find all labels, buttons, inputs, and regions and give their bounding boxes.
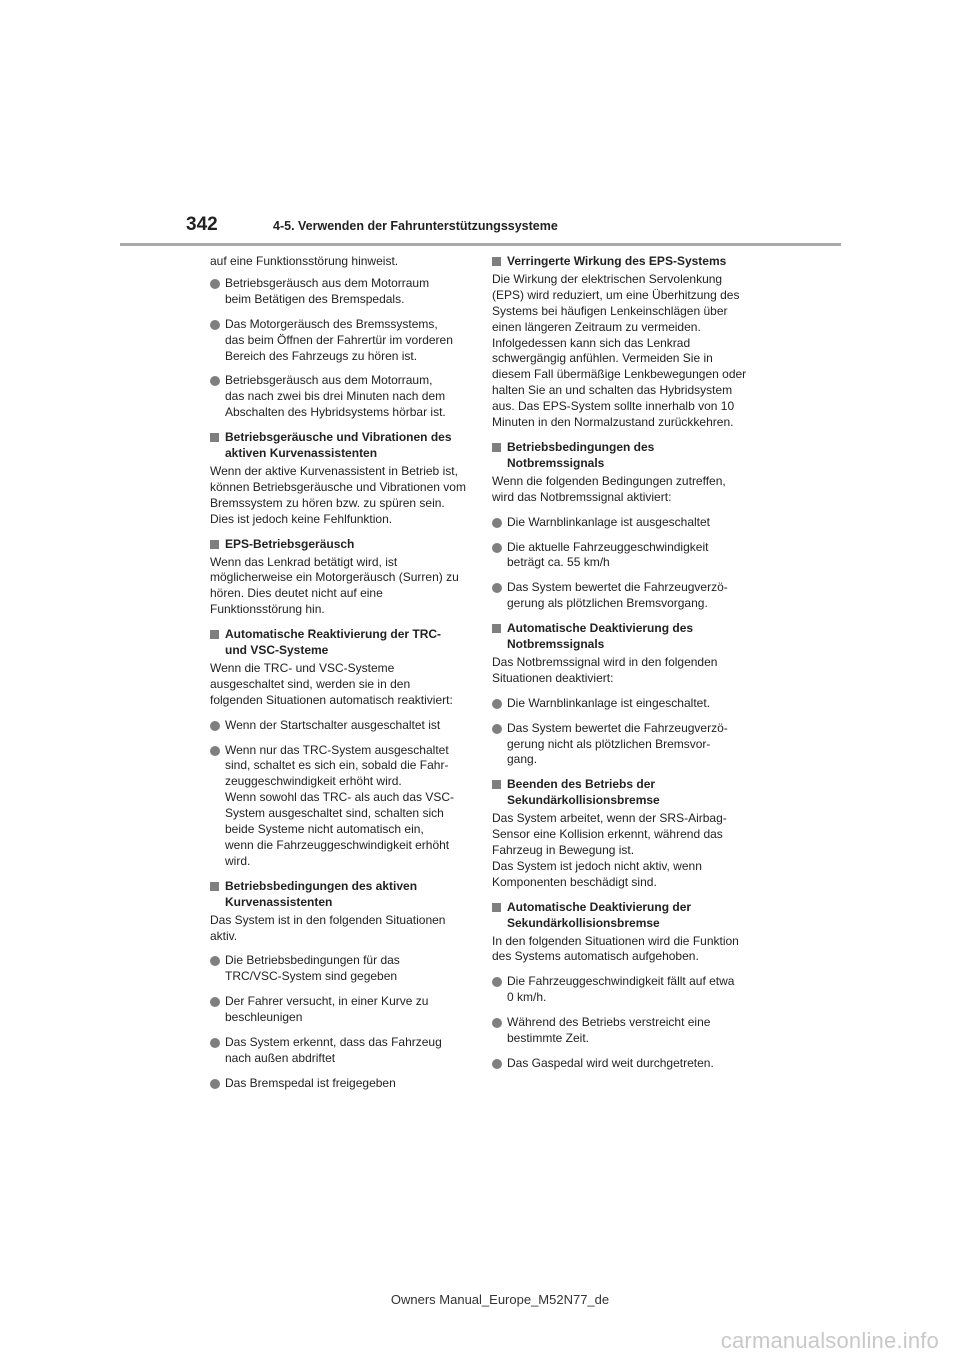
list-item-text: Während des Betriebs verstreicht eine bestimmte Zeit. <box>507 1015 711 1046</box>
section-paragraph: Wenn die folgenden Bedingungen zutreffen, wird das Notbremssignal aktiviert: <box>492 473 726 504</box>
section-heading <box>210 537 466 553</box>
section-paragraph: Das System ist in den folgenden Situationen aktiv. <box>210 912 446 943</box>
footer-doc-name: Owners Manual_Europe_M52N77_de <box>390 1292 610 1307</box>
bullet-icon <box>210 1079 220 1089</box>
list-item-text: Betriebsgeräusch aus dem Motorraum, das nach zwei bis drei Minuten nach dem Abschalten des Hybridsystems hörbar ist. <box>225 373 446 420</box>
list-item <box>492 696 748 712</box>
list-item <box>492 974 748 1006</box>
list-item <box>210 718 466 734</box>
page-number: 342 <box>186 214 218 235</box>
list-item <box>492 515 748 531</box>
section-heading <box>210 430 466 462</box>
list-item <box>492 540 748 572</box>
list-item <box>210 1076 466 1092</box>
heading-text: Automatische Reaktivierung der TRC- und VSC-Systeme <box>225 627 442 658</box>
section-heading <box>492 440 748 472</box>
section-paragraph: Wenn der aktive Kurvenassistent in Betrieb ist, können Betriebsgeräusche und Vibrationen vom Bremssystem zu hören bzw. zu spüren sein. Dies ist jedoch keine Fehlfunktion. <box>210 463 466 526</box>
heading-text: Betriebsbedingungen des aktiven Kurvenassistenten <box>225 878 418 909</box>
list-item-text: Wenn nur das TRC-System ausgeschaltet sind, schaltet es sich ein, sobald die Fahr- zeuggeschwindigkeit erhöht wird. Wenn sowohl das TRC- als auch das VSC- System ausgeschaltet sind, schalten sich beide Systeme nicht automatisch ein, wenn die Fahrzeuggeschwindigkeit erhöht wird. <box>225 742 454 868</box>
bullet-icon <box>210 956 220 966</box>
heading-text: Automatische Deaktivierung der Sekundärkollisionsbremse <box>507 899 692 930</box>
bullet-icon <box>210 721 220 731</box>
list-item-text: Das Motorgeräusch des Bremssystems, das beim Öffnen der Fahrertür im vorderen Bereich des Fahrzeugs zu hören ist. <box>225 316 453 363</box>
square-bullet-icon <box>492 903 501 912</box>
right-column <box>492 254 748 1081</box>
bullet-icon <box>210 376 220 386</box>
section-heading <box>492 254 748 270</box>
list-item <box>492 1056 748 1072</box>
bullet-icon <box>492 724 502 734</box>
list-item-text: Das System bewertet die Fahrzeugverzö- gerung als plötzlichen Bremsvorgang. <box>507 580 728 611</box>
intro-paragraph: auf eine Funktionsstörung hinweist. <box>210 254 399 268</box>
header-rule <box>120 243 841 246</box>
heading-text: Betriebsbedingungen des Notbremssignals <box>507 439 655 470</box>
section-title: 4-5. Verwenden der Fahrunterstützungssysteme <box>273 219 558 233</box>
heading-text: EPS-Betriebsgeräusch <box>225 536 355 551</box>
section-heading <box>210 627 466 659</box>
list-item-text: Betriebsgeräusch aus dem Motorraum beim Betätigen des Bremspedals. <box>225 275 430 306</box>
list-item <box>210 373 466 421</box>
square-bullet-icon <box>492 780 501 789</box>
heading-text: Beenden des Betriebs der Sekundärkollisionsbremse <box>507 777 660 808</box>
bullet-icon <box>210 320 220 330</box>
list-item-text: Die aktuelle Fahrzeuggeschwindigkeit beträgt ca. 55 km/h <box>507 539 709 570</box>
list-item <box>492 580 748 612</box>
list-item-text: Die Fahrzeuggeschwindigkeit fällt auf etwa 0 km/h. <box>507 974 735 1005</box>
heading-text: Betriebsgeräusche und Vibrationen des aktiven Kurvenassistenten <box>225 430 452 461</box>
section-heading <box>492 900 748 932</box>
square-bullet-icon <box>492 443 501 452</box>
list-item <box>210 953 466 985</box>
section-paragraph: Die Wirkung der elektrischen Servolenkung (EPS) wird reduziert, um eine Überhitzung des Systems bei häufigen Lenkeinschlägen über einen längeren Zeitraum zu vermeiden. Infolgedessen kann sich das Lenkrad schwergängig anfühlen. Vermeiden Sie in diesem Fall übermäßige Lenkbewegungen oder halten Sie an und schalten das Hybridsystem aus. Das EPS-System sollte innerhalb von 10 Minuten in den Normalzustand zurückkehren. <box>492 271 747 430</box>
list-item-text: Die Betriebsbedingungen für das TRC/VSC-System sind gegeben <box>225 953 400 984</box>
section-paragraph: Wenn das Lenkrad betätigt wird, ist möglicherweise ein Motorgeräusch (Surren) zu hören. Dies deutet nicht auf eine Funktionsstörung hin. <box>210 554 459 617</box>
watermark[interactable]: carmanualsonline.info <box>720 1328 939 1353</box>
bullet-icon <box>492 699 502 709</box>
left-column <box>210 254 466 1101</box>
list-item-text: Die Warnblinkanlage ist ausgeschaltet <box>507 514 710 529</box>
list-item-text: Das System bewertet die Fahrzeugverzö- gerung nicht als plötzlichen Bremsvor- gang. <box>507 720 728 767</box>
section-paragraph: Wenn die TRC- und VSC-Systeme ausgeschaltet sind, werden sie in den folgenden Situationen automatisch reaktiviert: <box>210 660 453 707</box>
bullet-icon <box>492 518 502 528</box>
bullet-icon <box>492 977 502 987</box>
list-item <box>210 743 466 870</box>
list-item <box>210 1035 466 1067</box>
square-bullet-icon <box>492 624 501 633</box>
list-item-text: Die Warnblinkanlage ist eingeschaltet. <box>507 695 710 710</box>
bullet-icon <box>492 1059 502 1069</box>
square-bullet-icon <box>210 882 219 891</box>
bullet-icon <box>492 583 502 593</box>
list-item <box>210 276 466 308</box>
list-item <box>210 317 466 365</box>
list-item-text: Das Gaspedal wird weit durchgetreten. <box>507 1055 714 1070</box>
section-paragraph: Das Notbremssignal wird in den folgenden Situationen deaktiviert: <box>492 654 718 685</box>
list-item-text: Wenn der Startschalter ausgeschaltet ist <box>225 717 441 732</box>
list-item <box>492 721 748 769</box>
square-bullet-icon <box>210 630 219 639</box>
list-item-text: Das Bremspedal ist freigegeben <box>225 1075 396 1090</box>
bullet-icon <box>210 997 220 1007</box>
bullet-icon <box>210 279 220 289</box>
list-item-text: Der Fahrer versucht, in einer Kurve zu beschleunigen <box>225 994 429 1025</box>
bullet-icon <box>492 1018 502 1028</box>
list-item <box>492 1015 748 1047</box>
section-heading <box>492 621 748 653</box>
bullet-icon <box>210 1038 220 1048</box>
list-item-text: Das System erkennt, dass das Fahrzeug nach außen abdriftet <box>225 1035 442 1065</box>
section-paragraph: In den folgenden Situationen wird die Funktion des Systems automatisch aufgehoben. <box>492 933 739 964</box>
section-heading <box>210 879 466 911</box>
heading-text: Verringerte Wirkung des EPS-Systems <box>507 254 727 268</box>
section-paragraph: Das System arbeitet, wenn der SRS-Airbag-Sensor eine Kollision erkennt, während das Fahrzeug in Bewegung ist. Das System ist jedoch nicht aktiv, wenn Komponenten beschädigt sind. <box>492 811 727 889</box>
heading-text: Automatische Deaktivierung des Notbremssignals <box>507 621 694 652</box>
square-bullet-icon <box>210 433 219 442</box>
square-bullet-icon <box>492 257 501 266</box>
bullet-icon <box>492 543 502 553</box>
bullet-icon <box>210 746 220 756</box>
square-bullet-icon <box>210 540 219 549</box>
list-item <box>210 994 466 1026</box>
section-heading <box>492 777 748 809</box>
